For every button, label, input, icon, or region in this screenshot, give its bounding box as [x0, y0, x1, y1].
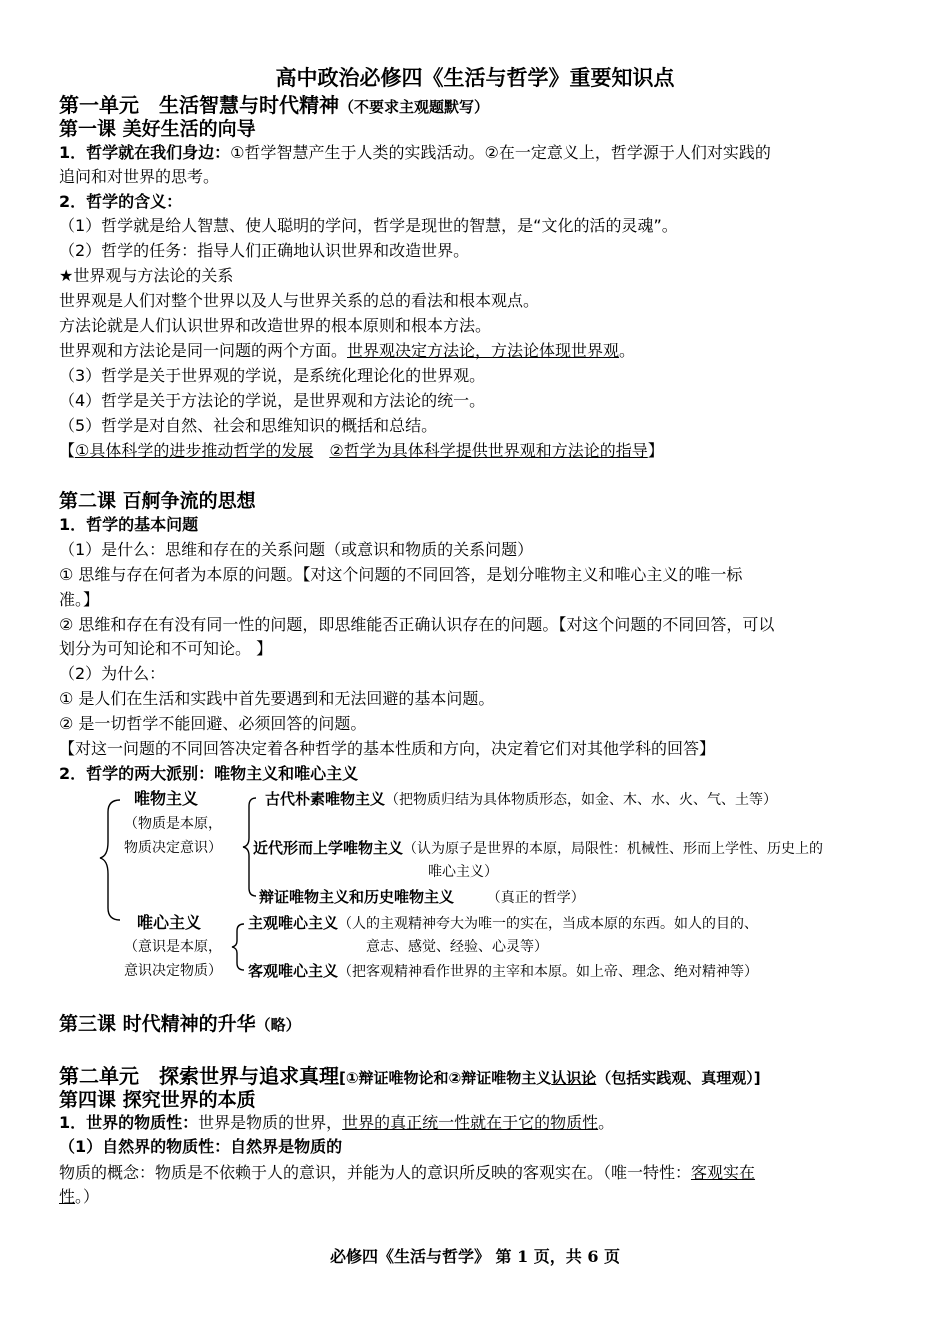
modern-materialism	[253, 838, 823, 859]
relation-line	[59, 340, 635, 362]
science-relation	[59, 440, 664, 462]
basic-question-label: 1．哲学的基本问题	[59, 515, 199, 534]
dialectical-materialism	[259, 887, 585, 908]
lesson1-point1	[59, 142, 771, 164]
concept-end: 。）	[75, 1187, 100, 1206]
modern-desc-cont: 唯心主义）	[428, 864, 498, 880]
lesson1-point2-label: 2．哲学的含义：	[59, 192, 183, 211]
ancient-title: 古代朴素唯物主义	[265, 790, 386, 808]
lesson1-point1-cont: 追问和对世界的思考。	[59, 167, 220, 186]
idealism-label: 唯心主义	[137, 913, 202, 932]
ancient-materialism	[265, 789, 777, 810]
why-point1: ① 是人们在生活和实践中首先要遇到和无法回避的基本问题。	[59, 689, 495, 708]
unit1-note: （不要求主观题默写）	[339, 98, 490, 116]
bracket-open: 【	[59, 441, 76, 460]
bracket-close: 】	[647, 441, 664, 460]
point1-text: ①哲学智慧产生于人类的实践活动。②在一定意义上，哲学源于人们对实践的	[230, 143, 771, 162]
idealism-brace	[232, 924, 244, 970]
science-a: ①具体科学的进步推动哲学的发展	[75, 441, 314, 460]
objective-title: 客观唯心主义	[248, 962, 339, 980]
what-point2: ② 思维和存在有没有同一性的问题，即思维能否正确认识存在的问题。【对这个问题的不同回答，可以	[59, 615, 775, 634]
methodology-def: 方法论就是人们认识世界和改造世界的根本原则和根本方法。	[59, 316, 492, 335]
subjective-idealism	[248, 913, 758, 934]
dialectical-desc: （真正的哲学）	[486, 890, 585, 906]
relation-underlined: 世界观决定方法论，方法论体现世界观	[347, 341, 620, 360]
what-point1-cont: 准。】	[59, 590, 100, 609]
document-title: 高中政治必修四《生活与哲学》重要知识点	[275, 66, 675, 90]
what-point2-cont: 划分为可知论和不可知论。 】	[59, 639, 273, 658]
relation-end: 。	[619, 341, 636, 360]
subjective-desc-cont: 意志、感觉、经验、心灵等）	[366, 939, 548, 955]
unit2-bracket-a: [①辩证唯物论和②辩证唯物主义	[339, 1069, 552, 1087]
materiality-underlined: 世界的真正统一性就在于它的物质性	[342, 1113, 599, 1132]
science-b: ②哲学为具体科学提供世界观和方法论的指导	[329, 441, 648, 460]
concept-underlined: 客观实在	[691, 1163, 756, 1182]
subjective-desc: （人的主观精神夸大为唯一的实在，当成本原的东西。如人的目的、	[338, 916, 759, 932]
unit1-label: 第一单元 生活智慧与时代精神	[59, 93, 339, 117]
matter-concept	[59, 1162, 755, 1184]
unit2-bracket-b: （包括实践观、真理观）]	[596, 1069, 761, 1087]
why-line: （2）为什么：	[59, 664, 166, 683]
lesson2-title: 第二课 百舸争流的思想	[59, 490, 256, 512]
materialism-label: 唯物主义	[134, 789, 199, 808]
lesson1-item1: （1）哲学就是给人智慧、使人聪明的学问，哲学是现世的智慧，是“文化的活的灵魂”。	[59, 216, 678, 235]
unit2-heading	[59, 1064, 761, 1090]
dialectical-title: 辩证唯物主义和历史唯物主义	[259, 888, 455, 906]
what-line: （1）是什么：思维和存在的关系问题（或意识和物质的关系问题）	[59, 540, 534, 559]
nature-materiality: （1）自然界的物质性：自然界是物质的	[59, 1137, 343, 1156]
lesson3-title: 第三课 时代精神的升华	[59, 1013, 256, 1035]
lesson3-note: （略）	[255, 1016, 301, 1034]
objective-idealism	[248, 961, 758, 982]
matter-concept-cont	[59, 1186, 99, 1208]
bracket-gap	[313, 441, 329, 460]
concept-underlined-cont: 性	[59, 1187, 76, 1206]
subjective-title: 主观唯心主义	[248, 914, 339, 932]
why-point3: 【对这一问题的不同回答决定着各种哲学的基本性质和方向，决定着它们对其他学科的回答】	[59, 739, 716, 758]
materiality-label: 1．世界的物质性：	[59, 1113, 199, 1132]
schools-label: 2．哲学的两大派别：唯物主义和唯心主义	[59, 764, 359, 783]
relation-text: 世界观和方法论是同一问题的两个方面。	[59, 341, 348, 360]
objective-desc: （把客观精神看作世界的主宰和本原。如上帝、理念、绝对精神等）	[338, 964, 759, 980]
unit2-bracket-underlined: 认识论	[551, 1069, 597, 1087]
why-point2: ② 是一切哲学不能回避、必须回答的问题。	[59, 714, 367, 733]
page-footer: 必修四《生活与哲学》 第 1 页，共 6 页	[329, 1247, 621, 1266]
materialism-note2: 物质决定意识）	[124, 840, 222, 856]
concept-text: 物质的概念：物质是不依赖于人的意识，并能为人的意识所反映的客观实在。（唯一特性：	[59, 1163, 692, 1182]
idealism-note2: 意识决定物质）	[124, 963, 222, 979]
lesson1-title: 第一课 美好生活的向导	[59, 118, 256, 140]
lesson3-heading	[59, 1013, 301, 1036]
point1-label: 1．哲学就在我们身边：	[59, 143, 231, 162]
star-heading: ★世界观与方法论的关系	[59, 266, 234, 285]
ancient-desc: （把物质归结为具体物质形态，如金、木、水、火、气、土等）	[385, 792, 778, 808]
lesson1-item2: （2）哲学的任务：指导人们正确地认识世界和改造世界。	[59, 241, 470, 260]
modern-title: 近代形而上学唯物主义	[253, 839, 404, 857]
worldview-def: 世界观是人们对整个世界以及人与世界关系的总的看法和根本观点。	[59, 291, 540, 310]
materiality-end: 。	[598, 1113, 615, 1132]
unit1-heading	[59, 93, 489, 119]
unit2-label: 第二单元 探索世界与追求真理	[59, 1064, 339, 1088]
lesson1-item5: （5）哲学是对自然、社会和思维知识的概括和总结。	[59, 416, 438, 435]
lesson4-title: 第四课 探究世界的本质	[59, 1089, 256, 1111]
lesson1-item3: （3）哲学是关于世界观的学说，是系统化理论化的世界观。	[59, 366, 486, 385]
main-brace	[100, 800, 120, 920]
materiality-text: 世界是物质的世界，	[198, 1113, 343, 1132]
materialism-note1: （物质是本原，	[124, 816, 222, 832]
idealism-note1: （意识是本原，	[124, 939, 222, 955]
lesson1-item4: （4）哲学是关于方法论的学说，是世界观和方法论的统一。	[59, 391, 486, 410]
modern-desc: （认为原子是世界的本原，局限性：机械性、形而上学性、历史上的	[403, 841, 824, 857]
what-point1: ① 思维与存在何者为本原的问题。【对这个问题的不同回答，是划分唯物主义和唯心主义的唯一标	[59, 565, 743, 584]
materiality-line	[59, 1112, 614, 1134]
